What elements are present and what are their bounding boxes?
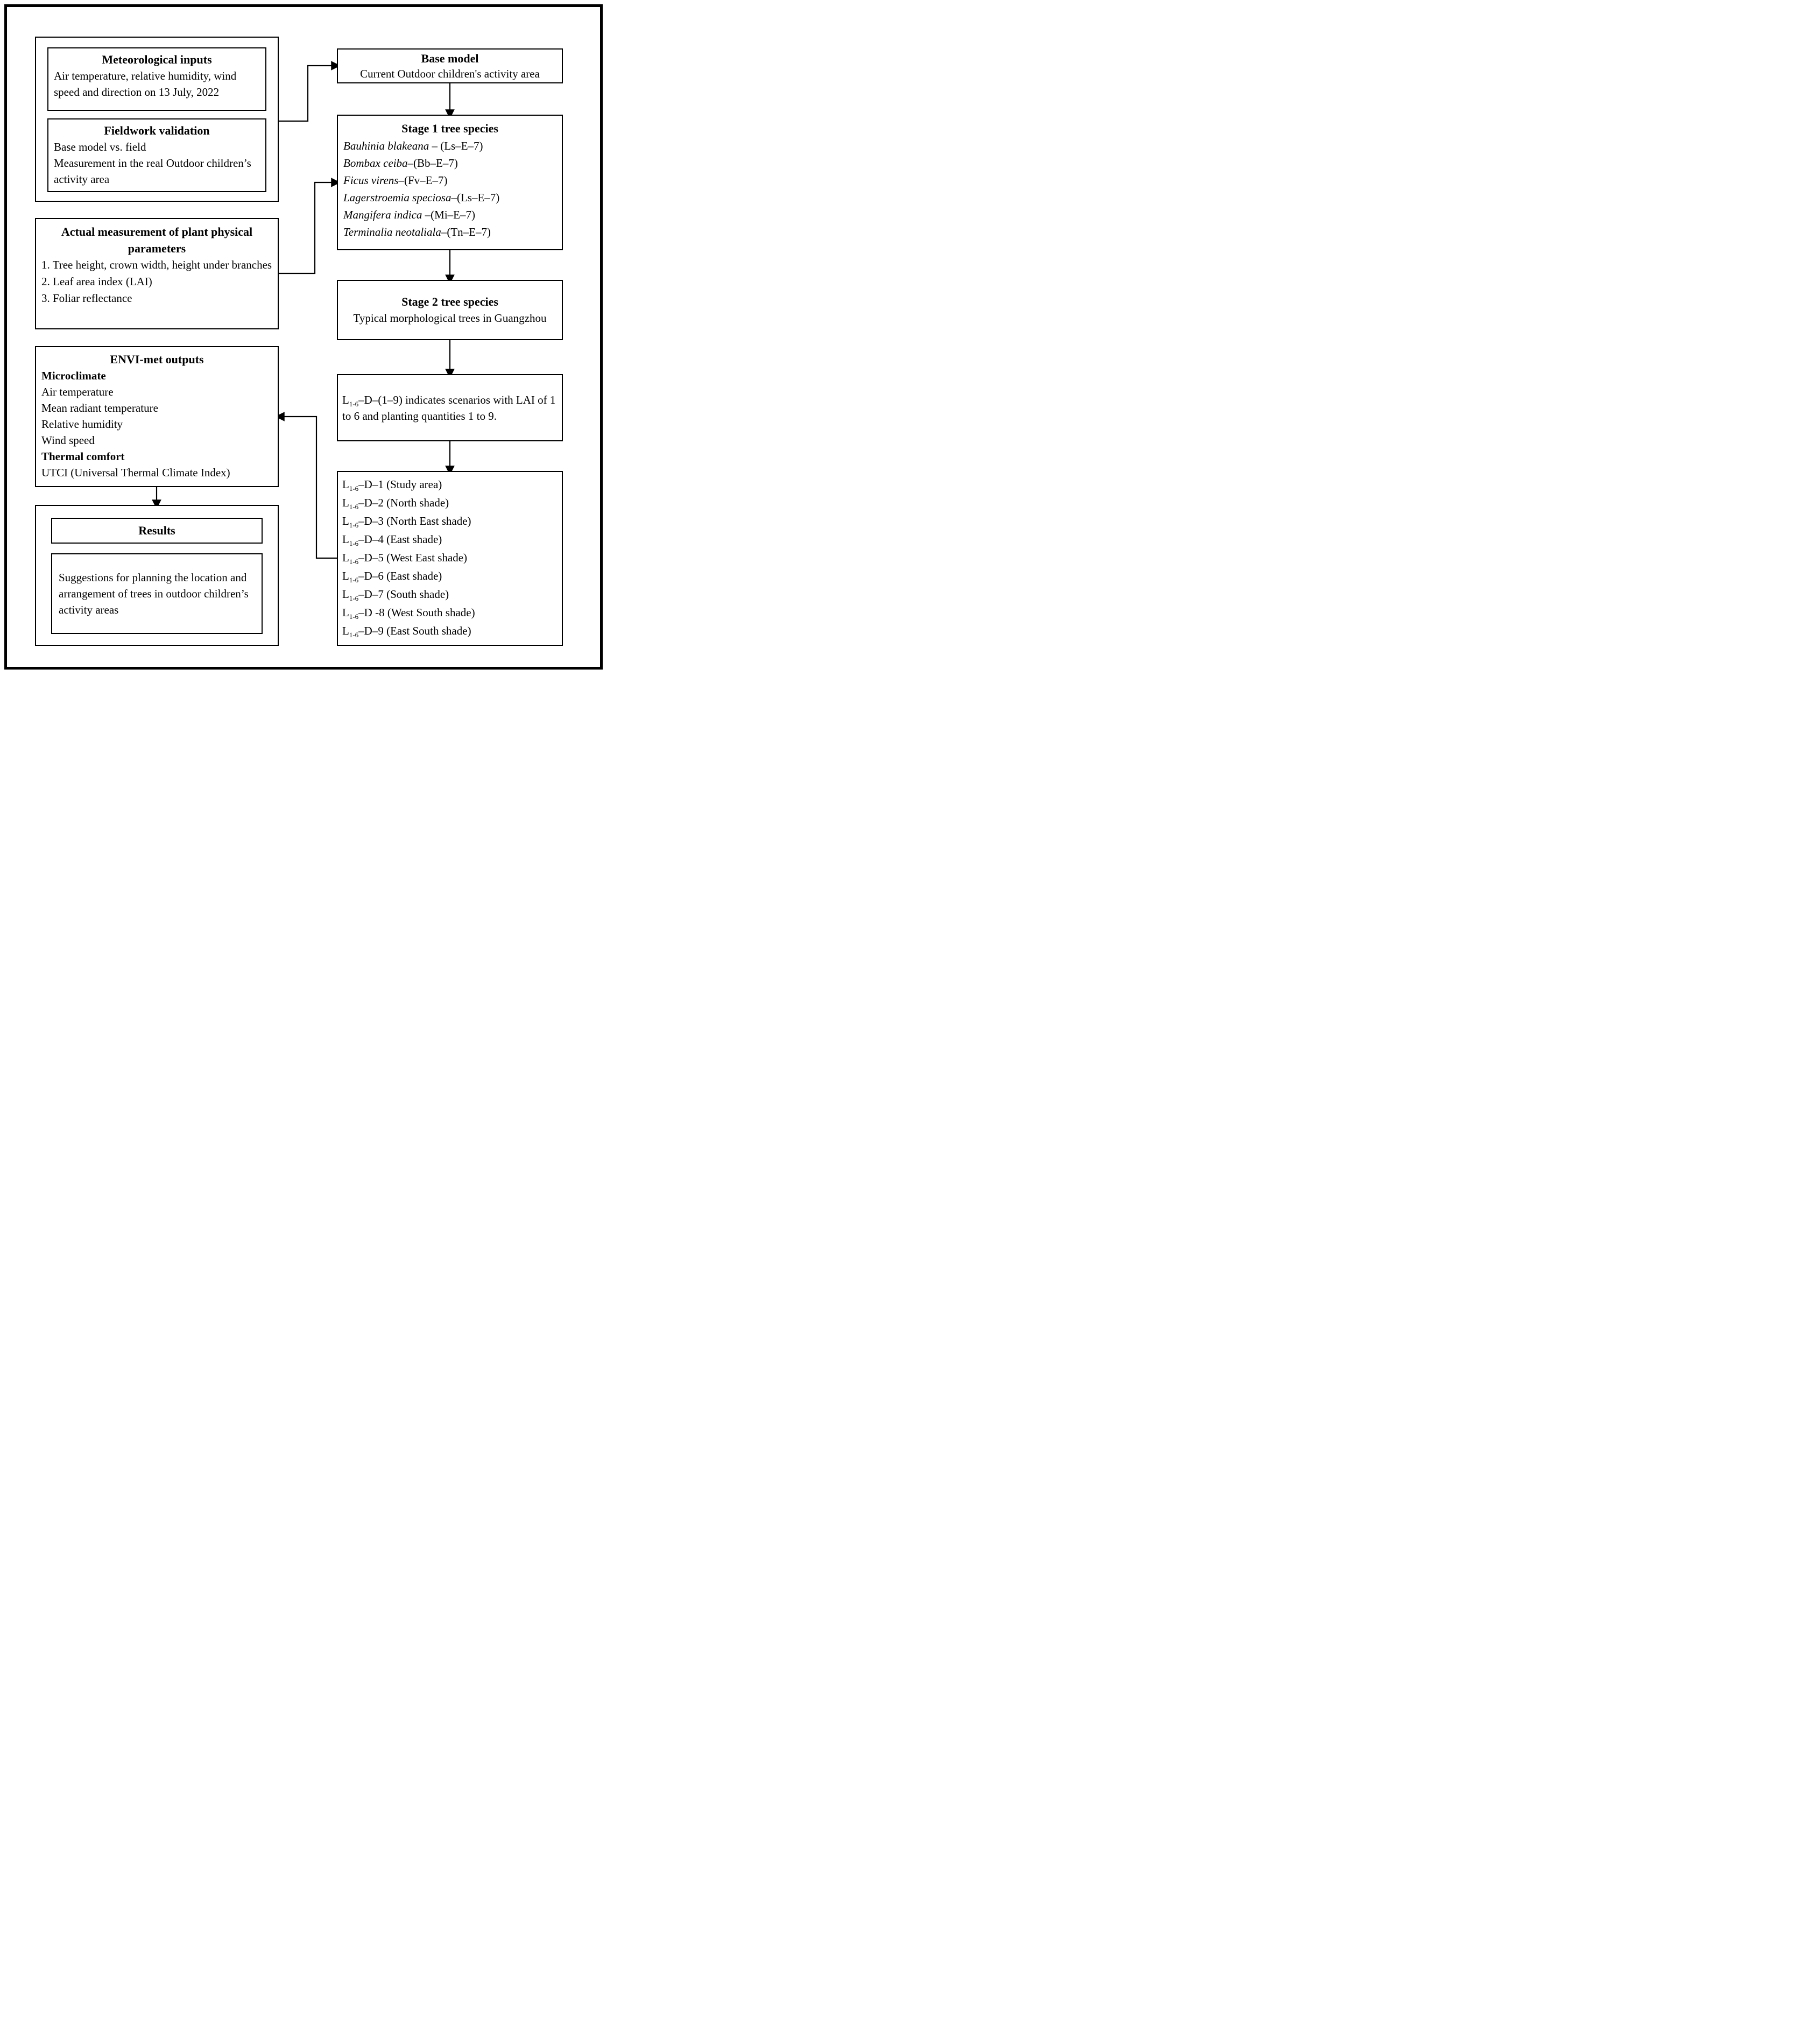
envi-row-air-temperature: Air temperature — [41, 385, 114, 398]
base-model-title: Base model — [421, 52, 479, 65]
meteo-body: Air temperature, relative humidity, wind speed and direction on 13 July, 2022 — [54, 69, 237, 98]
envi-row-relative-humidity: Relative humidity — [41, 418, 123, 431]
box-stage1-species — [337, 115, 563, 250]
box-inputs-group — [35, 37, 279, 202]
box-plant-parameters — [35, 218, 279, 329]
species-item: Mangifera indica –(Mi–E–7) — [343, 208, 475, 221]
species-item: Ficus virens–(Fv–E–7) — [343, 174, 448, 187]
box-fieldwork-validation — [47, 118, 266, 192]
stage2-title: Stage 2 tree species — [401, 295, 498, 308]
box-base-model — [337, 48, 563, 83]
envi-row-thermal-comfort: Thermal comfort — [41, 450, 125, 463]
stage2-body: Typical morphological trees in Guangzhou — [353, 312, 547, 325]
box-scenario-note — [337, 374, 563, 441]
fieldwork-line1: Base model vs. field — [54, 140, 146, 153]
plant-parameter-item: 2. Leaf area index (LAI) — [41, 275, 152, 288]
box-scenario-list — [337, 471, 563, 646]
plant-parameter-item: 3. Foliar reflectance — [41, 292, 132, 305]
box-results-group — [35, 505, 279, 646]
scenario-item: $L_{1-6}-D-9$ (East South shade) — [342, 624, 471, 639]
fieldwork-title: Fieldwork validation — [104, 124, 210, 137]
scenario-item: $L_{1-6}-D-4$ (East shade) — [342, 533, 442, 548]
box-stage2-species — [337, 280, 563, 340]
stage1-title: Stage 1 tree species — [401, 122, 498, 135]
box-results-title — [51, 518, 263, 544]
scenario-item: $L_{1-6}-D-6$ (East shade) — [342, 569, 442, 585]
plant-parameters-title: Actual measurement of plant physical parameters — [61, 225, 253, 255]
fieldwork-line2: Measurement in the real Outdoor children’s activity area — [54, 157, 251, 186]
envi-row-microclimate: Microclimate — [41, 369, 106, 382]
scenario-item: $L_{1-6}-D-5$ (West East shade) — [342, 551, 468, 566]
meteo-title: Meteorological inputs — [102, 53, 212, 66]
results-body: Suggestions for planning the location and arrangement of trees in outdoor children’s activity areas — [59, 571, 249, 616]
scenario-item: $L_{1-6}-D-7$ (South shade) — [342, 588, 449, 603]
base-model-body: Current Outdoor children's activity area — [360, 67, 540, 80]
envi-row-wind-speed: Wind speed — [41, 434, 95, 447]
methodology-flowchart — [0, 0, 607, 674]
species-item: Bauhinia blakeana – (Ls–E–7) — [343, 139, 483, 152]
scenario-item: $L_{1-6}-D-3$ (North East shade) — [342, 515, 471, 530]
box-results-body — [51, 553, 263, 634]
species-item: Bombax ceiba–(Bb–E–7) — [343, 157, 458, 170]
scenario-item: $L_{1-6}-D$ -8 (West South shade) — [342, 606, 475, 621]
results-title: Results — [138, 524, 175, 537]
plant-parameter-item: 1. Tree height, crown width, height under branches — [41, 258, 272, 271]
scenario-item: $L_{1-6}-D-2$ (North shade) — [342, 496, 449, 511]
box-envi-outputs — [35, 346, 279, 487]
envi-title: ENVI-met outputs — [110, 353, 204, 366]
scenario-note: $L_{1-6}-D-(1-9)$ indicates scenarios with LAI of 1 to 6 and planting quantities 1 to 9. — [342, 393, 556, 422]
envi-row-utci: UTCI (Universal Thermal Climate Index) — [41, 466, 230, 479]
species-item: Lagerstroemia speciosa–(Ls–E–7) — [343, 191, 500, 204]
box-meteorological-inputs — [47, 47, 266, 111]
envi-row-mean-radiant-temperature: Mean radiant temperature — [41, 402, 158, 414]
scenario-item: $L_{1-6}-D-1$ (Study area) — [342, 478, 442, 493]
species-item: Terminalia neotaliala–(Tn–E–7) — [343, 226, 491, 238]
